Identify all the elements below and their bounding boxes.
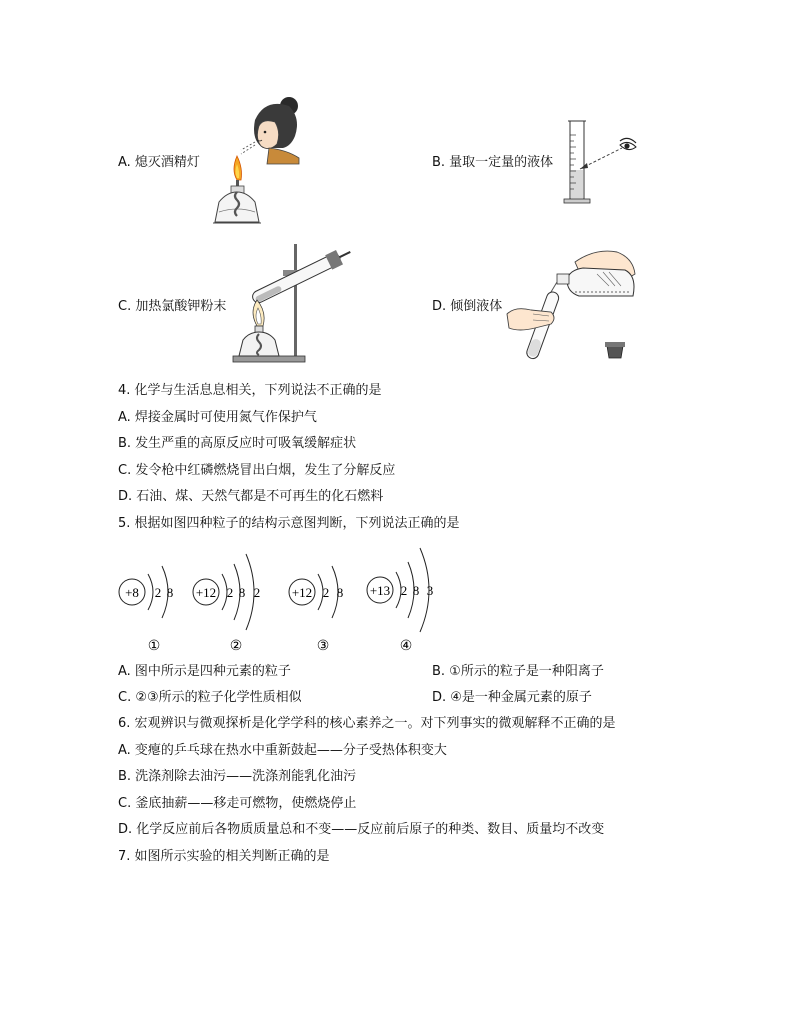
q5-option-c: C. ②③所示的粒子化学性质相似 (118, 690, 302, 705)
q3-option-d: D. 倾倒液体 (432, 299, 503, 314)
particle-2-shell-2: 8 (238, 585, 246, 600)
particle-4-label: ④ (399, 639, 413, 654)
q4-option-d: D. 石油、煤、天然气都是不可再生的化石燃料 (118, 489, 384, 504)
q6-stem: 6. 宏观辨识与微观探析是化学学科的核心素养之一。对下列事实的微观解释不正确的是 (118, 716, 616, 731)
q4-option-b: B. 发生严重的高原反应时可吸氧缓解症状 (118, 436, 357, 451)
particle-3-label: ③ (316, 639, 330, 654)
particle-3-shell-1: 2 (322, 585, 330, 600)
particle-2-label: ② (229, 639, 243, 654)
q6-option-d: D. 化学反应前后各物质质量总和不变——反应前后原子的种类、数目、质量均不改变 (118, 822, 605, 837)
q3-option-a: A. 熄灭酒精灯 (118, 155, 200, 170)
particle-4-nucleus: +13 (369, 583, 391, 598)
blow-out-alcohol-lamp-figure (205, 92, 305, 230)
q4-stem: 4. 化学与生活息息相关，下列说法不正确的是 (118, 383, 382, 398)
q6-option-a: A. 变瘪的乒乓球在热水中重新鼓起——分子受热体积变大 (118, 743, 447, 758)
particle-diagram-2 (193, 554, 260, 654)
heating-test-tube-apparatus-figure (225, 240, 355, 368)
q3-option-c: C. 加热氯酸钾粉末 (118, 299, 227, 314)
particle-1-nucleus: +8 (125, 585, 139, 600)
q4-option-c: C. 发令枪中红磷燃烧冒出白烟，发生了分解反应 (118, 463, 396, 478)
particle-4-shell-2: 8 (412, 583, 420, 598)
particle-diagram-4 (367, 548, 433, 654)
particle-3-nucleus: +12 (291, 585, 313, 600)
q5-stem: 5. 根据如图四种粒子的结构示意图判断，下列说法正确的是 (118, 516, 460, 531)
particle-2-nucleus: +12 (195, 585, 217, 600)
q5-option-b: B. ①所示的粒子是一种阳离子 (432, 664, 604, 679)
q6-option-b: B. 洗涤剂除去油污——洗涤剂能乳化油污 (118, 769, 357, 784)
particle-1-shell-1: 2 (154, 585, 162, 600)
particle-diagram-3 (289, 566, 343, 654)
q7-stem: 7. 如图所示实验的相关判断正确的是 (118, 849, 330, 864)
q6-option-c: C. 釜底抽薪——移走可燃物，使燃烧停止 (118, 796, 357, 811)
particle-2-shell-1: 2 (226, 585, 234, 600)
particle-1-shell-2: 8 (166, 585, 174, 600)
pouring-liquid-figure (505, 240, 645, 366)
particle-3-shell-2: 8 (336, 585, 344, 600)
q5-option-d: D. ④是一种金属元素的原子 (432, 690, 592, 705)
particle-4-shell-3: 3 (426, 583, 434, 598)
q3-option-b: B. 量取一定量的液体 (432, 155, 554, 170)
measuring-cylinder-figure (560, 115, 642, 207)
particle-1-label: ① (147, 639, 161, 654)
particle-structure-diagrams (112, 540, 452, 655)
q5-option-a: A. 图中所示是四种元素的粒子 (118, 664, 291, 679)
particle-4-shell-1: 2 (400, 583, 408, 598)
q4-option-a: A. 焊接金属时可使用氮气作保护气 (118, 410, 317, 425)
particle-diagram-1 (119, 566, 173, 654)
particle-2-shell-3: 2 (253, 585, 261, 600)
